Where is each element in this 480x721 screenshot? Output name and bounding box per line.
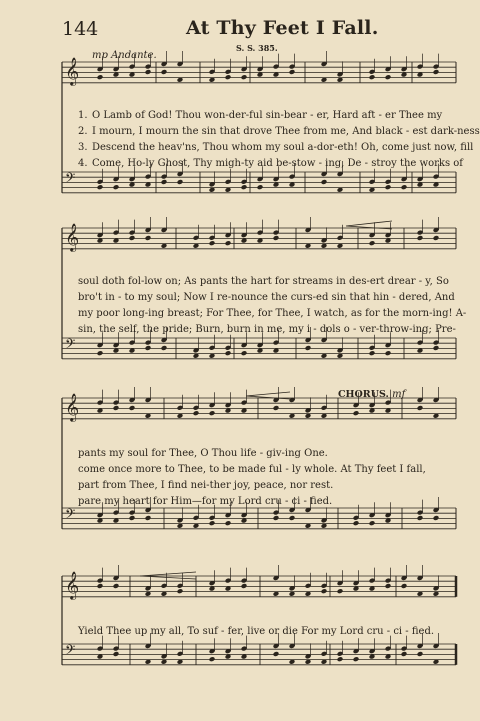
page-number: 144 xyxy=(62,18,99,40)
note-head xyxy=(369,74,376,80)
lyric-line: 3. Descend the heav'ns, Thou whom my soul a-dor-eth! Oh, come just now, fill xyxy=(78,142,474,153)
note-head xyxy=(97,583,104,589)
lyric-line: pare my heart for Him—for my Lord cru - ci - fied. xyxy=(78,496,333,507)
note-head xyxy=(321,179,328,185)
tune-reference: S. S. 385. xyxy=(236,43,278,53)
note-head xyxy=(273,515,280,521)
note-head xyxy=(145,235,152,241)
lyric-line: part from Thee, I find nei-ther joy, peace, nor rest. xyxy=(78,480,334,491)
treble-clef-icon: 𝄞 xyxy=(65,223,80,251)
lyric-line: Yield Thee up my all, To suf - fer, live or die For my Lord cru - ci - fied. xyxy=(78,626,435,637)
hairpin xyxy=(140,572,196,579)
note-head xyxy=(385,74,392,80)
bass-clef-icon: 𝄢 xyxy=(65,506,76,525)
note-head xyxy=(225,520,232,526)
note-head xyxy=(113,184,120,190)
note-head xyxy=(225,240,232,246)
bass-clef-icon: 𝄢 xyxy=(65,170,76,189)
note-head xyxy=(385,184,392,190)
treble-clef-icon: 𝄞 xyxy=(65,57,80,85)
chorus-dynamic: mf xyxy=(392,389,406,400)
note-head xyxy=(97,350,104,356)
note-head xyxy=(113,583,120,589)
note-head xyxy=(417,405,424,411)
note-head xyxy=(209,656,216,662)
lyric-line: 2. I mourn, I mourn the sin that drove Thee from me, And black - est dark-ness xyxy=(78,126,480,137)
note-head xyxy=(129,235,136,241)
note-head xyxy=(241,350,248,356)
chorus-marking xyxy=(338,389,405,400)
lyric-line: sin, the self, the pride; Burn, burn in me, my i - dols o - ver-throw-ing; Pre- xyxy=(78,324,456,335)
note-head xyxy=(209,240,216,246)
note-head xyxy=(113,651,120,657)
note-head xyxy=(337,656,344,662)
bass-clef-icon: 𝄢 xyxy=(65,336,76,355)
lyric-line: my poor long-ing breast; For Thee, for Thee, I watch, as for the morn-ing! A- xyxy=(78,308,467,319)
lyric-line: come once more to Thee, to be made ful - ly whole. At Thy feet I fall, xyxy=(78,464,426,475)
note-head xyxy=(369,520,376,526)
note-head xyxy=(289,69,296,75)
note-head xyxy=(321,588,328,594)
note-head xyxy=(241,74,248,80)
note-head xyxy=(385,583,392,589)
note-head xyxy=(209,520,216,526)
note-head xyxy=(97,74,104,80)
note-head xyxy=(353,410,360,416)
note-head xyxy=(241,583,248,589)
note-head xyxy=(97,184,104,190)
lyric-line: 1. O Lamb of God! Thou won-der-ful sin-bear - er, Hard aft - er Thee my xyxy=(78,110,443,121)
chorus-label: CHORUS. xyxy=(338,389,389,400)
note-head xyxy=(353,520,360,526)
note-head xyxy=(145,69,152,75)
tempo-marking: mp Andante. xyxy=(92,50,157,61)
note-head xyxy=(417,235,424,241)
note-head xyxy=(225,350,232,356)
hymn-title: At Thy Feet I Fall. xyxy=(186,17,379,39)
note-head xyxy=(113,405,120,411)
note-head xyxy=(161,345,168,351)
note-head xyxy=(225,74,232,80)
note-head xyxy=(433,69,440,75)
note-head xyxy=(145,345,152,351)
note-head xyxy=(273,235,280,241)
note-head xyxy=(433,235,440,241)
note-head xyxy=(433,345,440,351)
note-head xyxy=(417,651,424,657)
note-head xyxy=(401,651,408,657)
note-head xyxy=(273,651,280,657)
note-head xyxy=(209,410,216,416)
note-head xyxy=(193,410,200,416)
lyric-line: 4. Come, Ho-ly Ghost, Thy migh-ty aid be-stow - ing, De - stroy the works of xyxy=(78,158,463,169)
note-head xyxy=(305,345,312,351)
note-head xyxy=(145,515,152,521)
note-head xyxy=(257,184,264,190)
note-head xyxy=(417,515,424,521)
note-head xyxy=(401,184,408,190)
note-head xyxy=(385,350,392,356)
note-head xyxy=(369,350,376,356)
lyric-line: bro't in - to my soul; Now I re-nounce the curs-ed sin that hin - dered, And xyxy=(78,292,455,303)
note-head xyxy=(161,179,168,185)
note-head xyxy=(177,588,184,594)
lyric-line: soul doth fol-low on; As pants the hart for streams in des-ert drear - y, So xyxy=(78,276,449,287)
note-head xyxy=(129,405,136,411)
note-head xyxy=(129,515,136,521)
lyric-line: pants my soul for Thee, O Thou life - giv-ing One. xyxy=(78,448,328,459)
note-head xyxy=(353,656,360,662)
note-head xyxy=(337,588,344,594)
note-head xyxy=(241,184,248,190)
note-head xyxy=(289,515,296,521)
note-head xyxy=(369,240,376,246)
bass-clef-icon: 𝄢 xyxy=(65,642,76,661)
treble-clef-icon: 𝄞 xyxy=(65,571,80,599)
treble-clef-icon: 𝄞 xyxy=(65,393,80,421)
note-head xyxy=(273,405,280,411)
note-head xyxy=(433,515,440,521)
note-head xyxy=(401,583,408,589)
note-head xyxy=(177,179,184,185)
note-head xyxy=(161,69,168,75)
